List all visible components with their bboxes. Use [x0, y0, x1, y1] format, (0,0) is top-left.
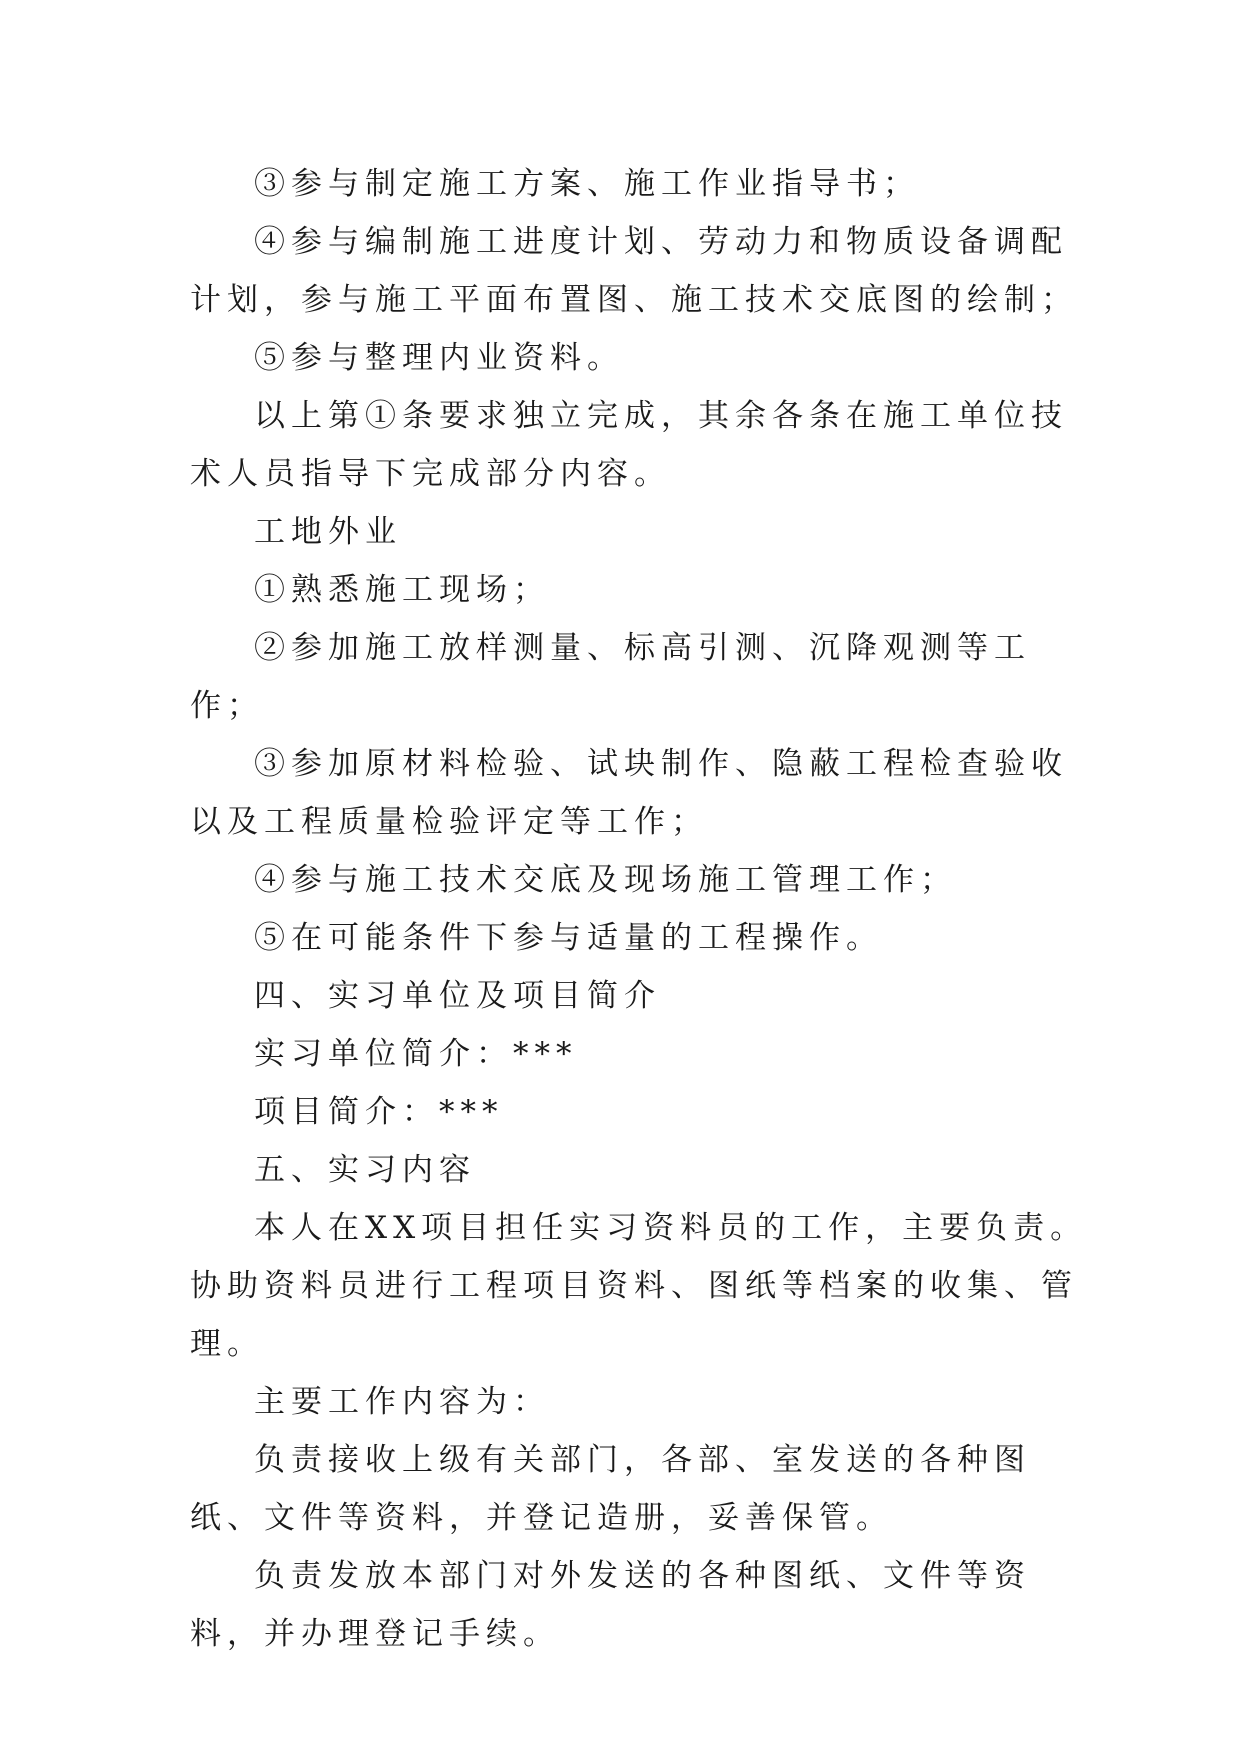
paragraph: ⑤参与整理内业资料。	[254, 340, 624, 376]
paragraph: ①熟悉施工现场；	[254, 572, 550, 608]
paragraph: 负责接收上级有关部门，各部、室发送的各种图纸、文件等资料，并登记造册，妥善保管。	[190, 1442, 1031, 1536]
section-heading: 四、实习单位及项目简介	[254, 978, 661, 1014]
section-label: 工地外业	[254, 514, 402, 550]
paragraph: ⑤在可能条件下参与适量的工程操作。	[254, 920, 883, 956]
paragraph: 实习单位简介：***	[254, 1036, 578, 1072]
paragraph: ③参加原材料检验、试块制作、隐蔽工程检查验收以及工程质量检验评定等工作；	[190, 746, 1068, 840]
paragraph: 以上第①条要求独立完成，其余各条在施工单位技术人员指导下完成部分内容。	[190, 398, 1068, 492]
paragraph: ③参与制定施工方案、施工作业指导书；	[254, 166, 920, 202]
paragraph: 本人在XX项目担任实习资料员的工作，主要负责。协助资料员进行工程项目资料、图纸等档案的收集、管理。	[190, 1210, 1088, 1362]
paragraph: ④参与施工技术交底及现场施工管理工作；	[254, 862, 957, 898]
section-heading: 五、实习内容	[254, 1152, 476, 1188]
paragraph: 负责发放本部门对外发送的各种图纸、文件等资料，并办理登记手续。	[190, 1558, 1031, 1652]
paragraph: 项目简介：***	[254, 1094, 504, 1130]
paragraph: ④参与编制施工进度计划、劳动力和物质设备调配计划，参与施工平面布置图、施工技术交底图的绘制；	[190, 224, 1078, 318]
paragraph: ②参加施工放样测量、标高引测、沉降观测等工作；	[190, 630, 1031, 724]
paragraph: 主要工作内容为：	[254, 1384, 550, 1420]
document-body	[190, 155, 1090, 1663]
